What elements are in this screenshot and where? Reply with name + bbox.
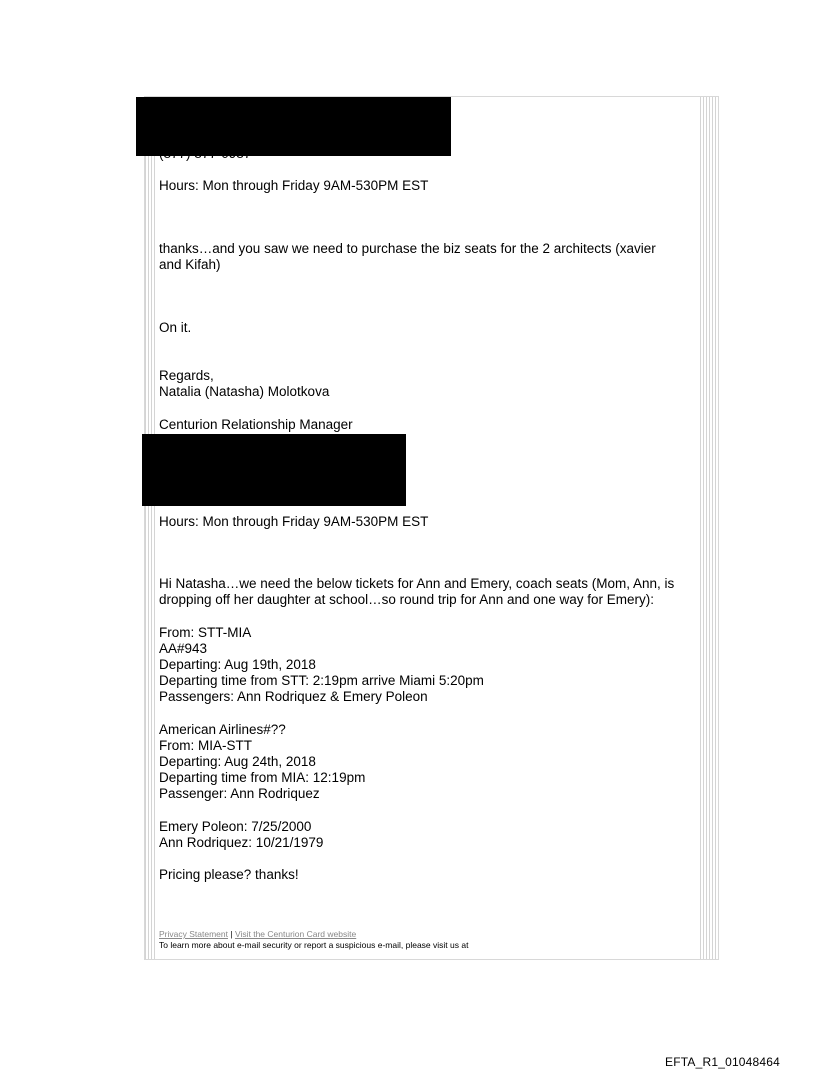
redaction-block-middle [142,434,406,506]
flight1-time: Departing time from STT: 2:19pm arrive Miami 5:20pm [159,673,484,688]
regards-line: Regards, [159,368,214,383]
footer-links [159,929,356,939]
flight1-from: From: STT-MIA [159,625,252,640]
flight2-airline: American Airlines#?? [159,722,286,737]
flight2-from: From: MIA-STT [159,738,252,753]
signature-title: Centurion Relationship Manager [159,417,353,432]
flight2-passenger: Passenger: Ann Rodriquez [159,786,320,801]
redaction-block-top [136,97,451,156]
thanks-line-2: and Kifah) [159,257,221,272]
centurion-website-link[interactable]: Visit the Centurion Card website [234,929,357,939]
flight1-departing: Departing: Aug 19th, 2018 [159,657,316,672]
flight2-time: Departing time from MIA: 12:19pm [159,770,366,785]
hours-line-2: Hours: Mon through Friday 9AM-530PM EST [159,514,429,529]
hours-line-1: Hours: Mon through Friday 9AM-530PM EST [159,178,429,193]
flight2-departing: Departing: Aug 24th, 2018 [159,754,316,769]
flight1-passengers: Passengers: Ann Rodriquez & Emery Poleon [159,689,428,704]
dob-emery: Emery Poleon: 7/25/2000 [159,819,312,834]
footer-separator: | [230,929,233,939]
security-note: To learn more about e-mail security or report a suspicious e-mail, please visit us at [159,940,469,950]
request-line-2: dropping off her daughter at school…so round trip for Ann and one way for Emery): [159,592,655,607]
frame-left-border [145,97,157,959]
closing-line: Pricing please? thanks! [159,867,299,882]
on-it-line: On it. [159,320,192,335]
document-id: EFTA_R1_01048464 [665,1055,781,1069]
frame-right-border [700,97,718,959]
flight1-number: AA#943 [159,641,208,656]
request-line-1: Hi Natasha…we need the below tickets for Ann and Emery, coach seats (Mom, Ann, is [159,576,675,591]
thanks-line-1: thanks…and you saw we need to purchase the biz seats for the 2 architects (xavier [159,241,656,256]
dob-ann: Ann Rodriquez: 10/21/1979 [159,835,324,850]
signature-name: Natalia (Natasha) Molotkova [159,384,330,399]
privacy-statement-link[interactable]: Privacy Statement [159,929,228,939]
